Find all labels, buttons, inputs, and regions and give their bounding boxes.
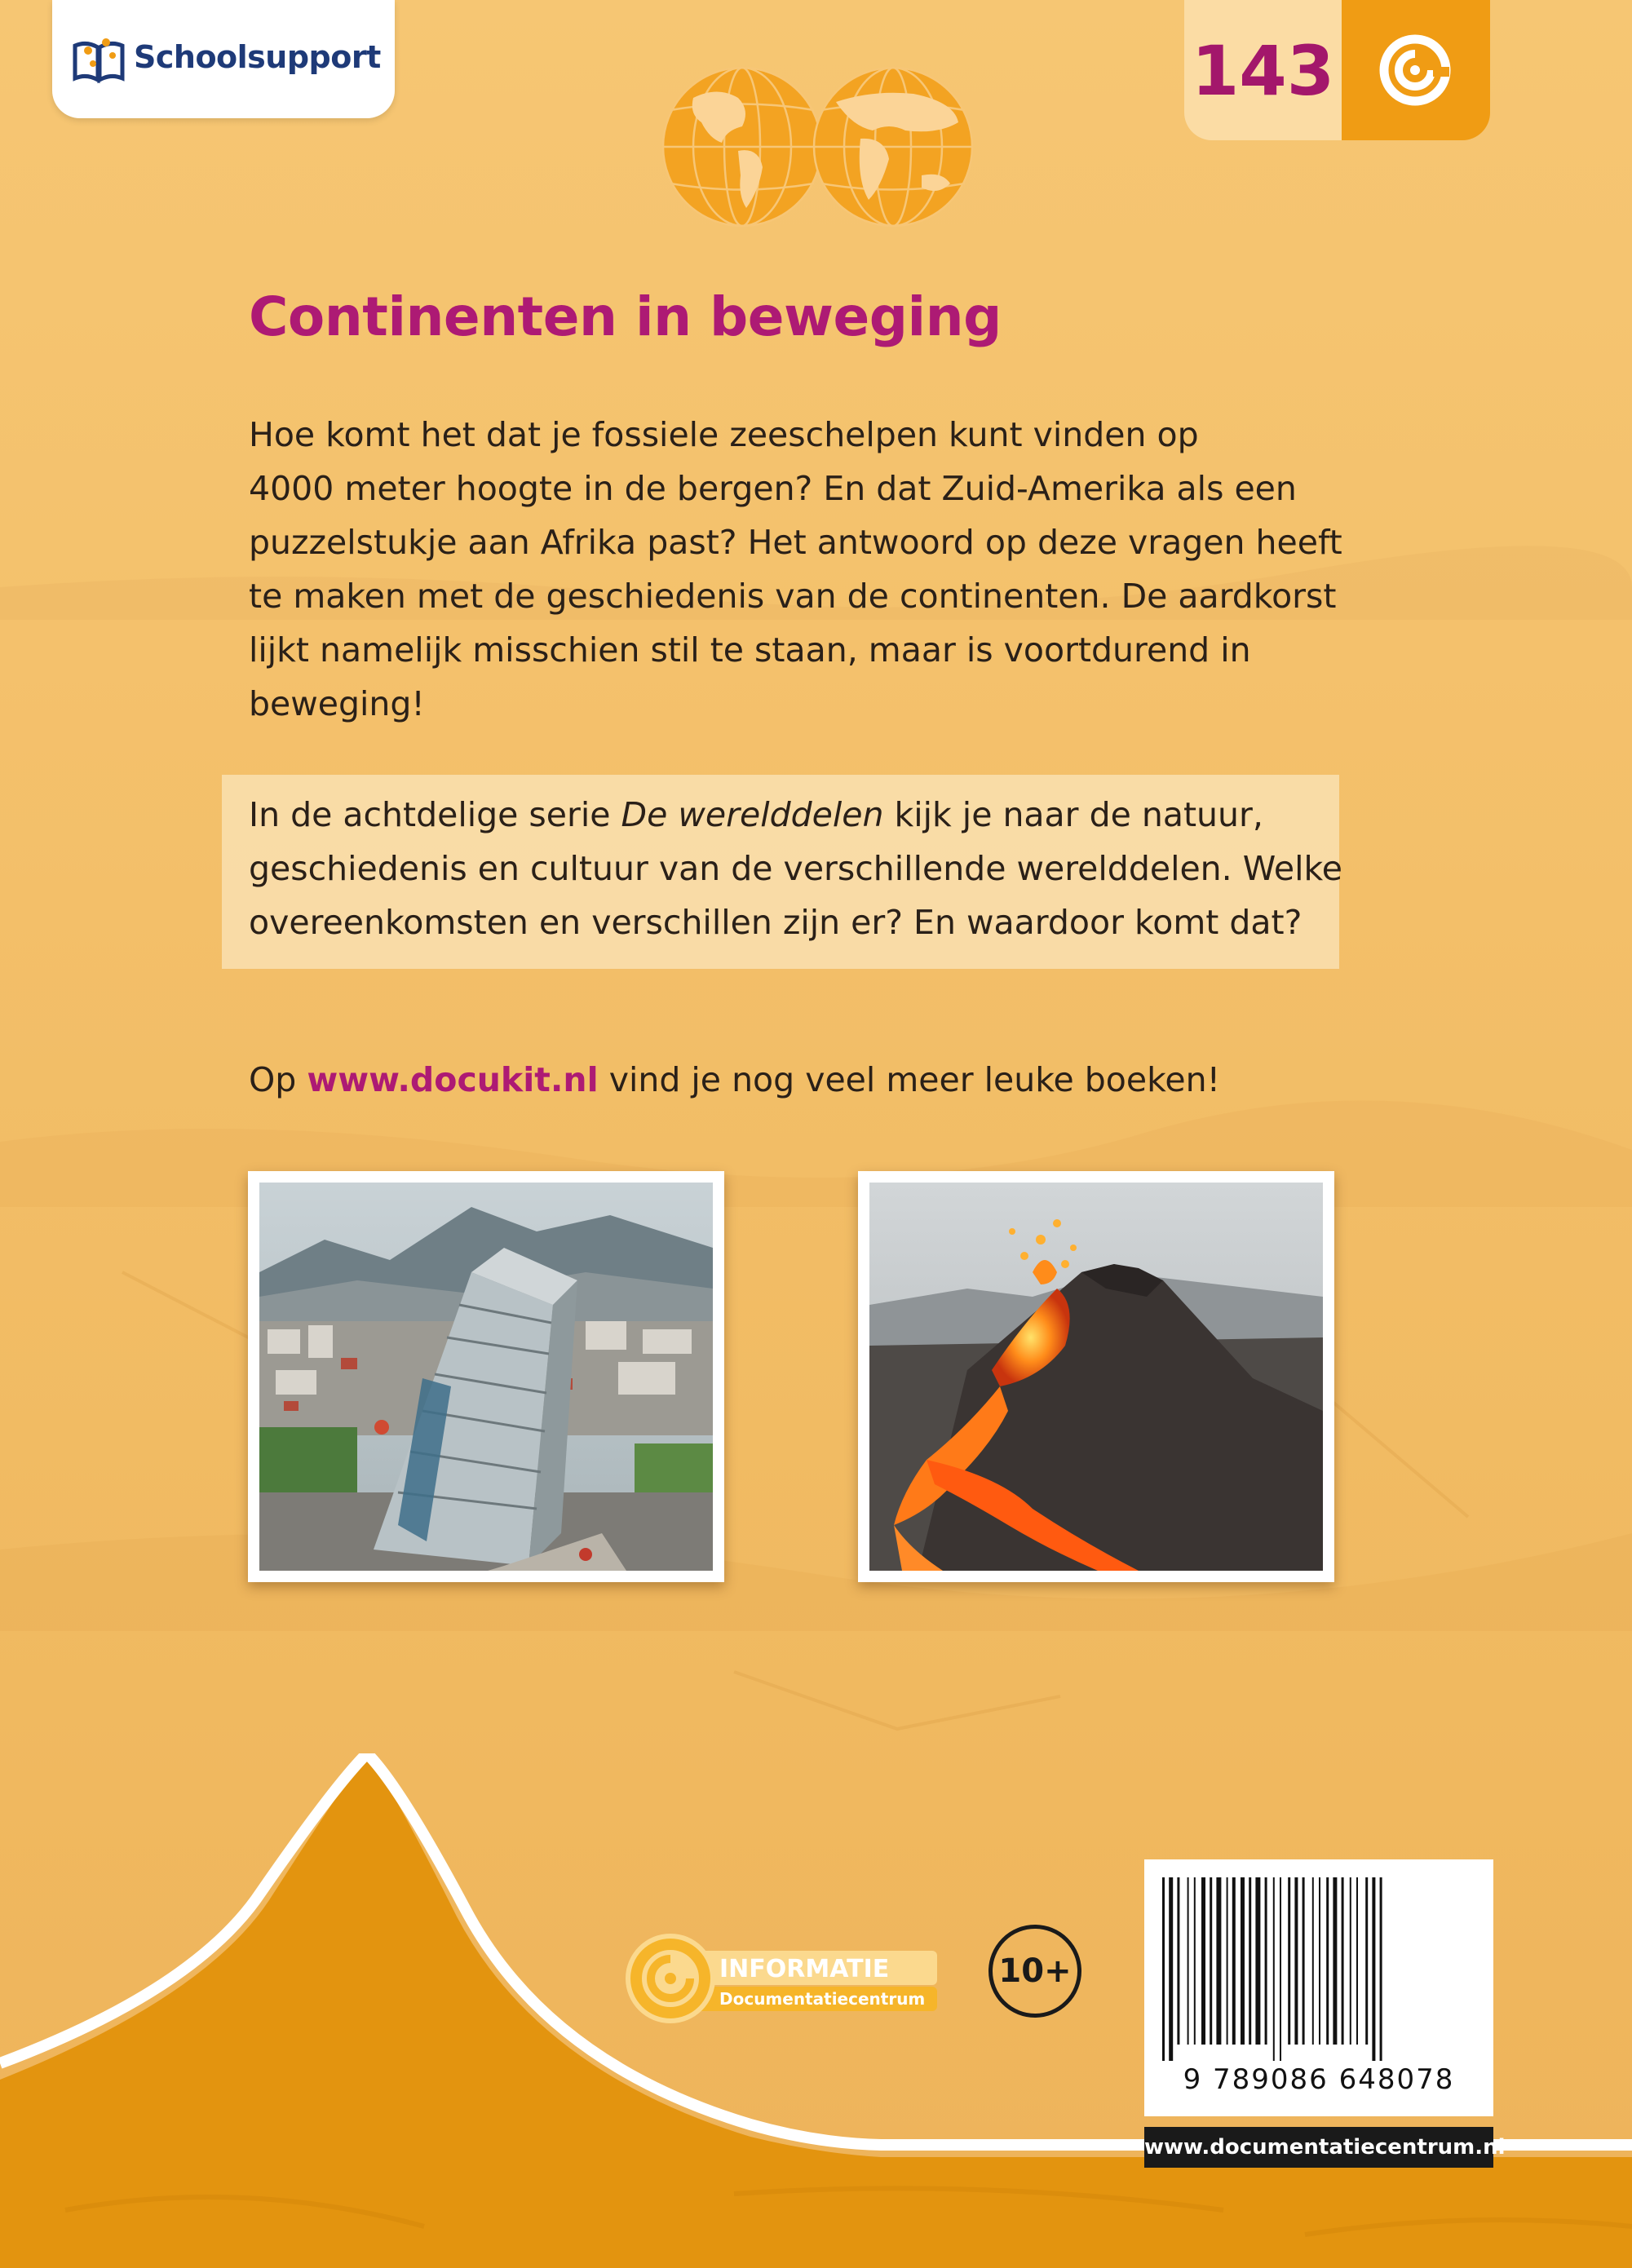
schoolsupport-logo[interactable] — [52, 0, 395, 118]
logo-text: Schoolsupport — [134, 39, 381, 75]
intro-line: beweging! — [249, 684, 425, 723]
intro-line: puzzelstukje aan Afrika past? Het antwoord op deze vragen heeft — [249, 523, 1342, 562]
barcode-bar — [1169, 1877, 1173, 2061]
world-globes-icon — [661, 65, 975, 228]
barcode-bar — [1319, 1877, 1320, 2045]
barcode-bar — [1177, 1877, 1179, 2045]
barcode-bar — [1294, 1877, 1298, 2045]
book-icon — [70, 34, 127, 85]
barcode-bar — [1365, 1877, 1368, 2045]
barcode-bar — [1210, 1877, 1212, 2045]
barcode-bar — [1312, 1877, 1314, 2045]
barcode-bar — [1303, 1877, 1305, 2045]
intro-paragraph — [249, 408, 1358, 731]
barcode-bar — [1201, 1877, 1205, 2045]
barcode-bar — [1249, 1877, 1251, 2045]
info-logo-line2: Documentatiecentrum — [719, 1989, 926, 2009]
barcode-bars — [1156, 1877, 1482, 2061]
barcode-bar — [1216, 1877, 1221, 2045]
series-title: De werelddelen — [621, 795, 884, 834]
series-line-1 — [249, 788, 1333, 842]
intro-line: 4000 meter hoogte in de bergen? En dat Zuid-Amerika als een — [249, 469, 1297, 508]
series-number: 143 — [1191, 31, 1335, 111]
barcode-bar — [1162, 1877, 1165, 2061]
barcode-bar — [1342, 1877, 1344, 2045]
series-text: In de achtdelige serie — [249, 795, 621, 834]
informatie-documentatiecentrum-logo — [623, 1931, 941, 2029]
barcode-bar — [1333, 1877, 1337, 2045]
barcode-bar — [1288, 1877, 1290, 2045]
barcode-bar — [1326, 1877, 1329, 2045]
barcode-bar — [1380, 1877, 1382, 2061]
series-text: kijk je naar de natuur, — [883, 795, 1263, 834]
barcode — [1144, 1859, 1493, 2116]
barcode-bar — [1194, 1877, 1196, 2045]
series-line-2: geschiedenis en cultuur van de verschillende werelddelen. Welke — [249, 849, 1342, 888]
intro-line: lijkt namelijk misschien stil te staan, maar is voortdurend in — [249, 630, 1251, 670]
barcode-bar — [1227, 1877, 1228, 2045]
website-url[interactable]: www.documentatiecentrum.nl — [1144, 2127, 1493, 2168]
barcode-bar — [1372, 1877, 1375, 2061]
barcode-bar — [1241, 1877, 1245, 2045]
docukit-link[interactable]: www.docukit.nl — [307, 1060, 599, 1099]
intro-line: te maken met de geschiedenis van de continenten. De aardkorst — [249, 577, 1337, 616]
volcano-eruption-photo — [858, 1171, 1334, 1582]
barcode-bar — [1350, 1877, 1351, 2045]
barcode-bar — [1356, 1877, 1358, 2045]
barcode-bar — [1273, 1877, 1275, 2061]
collapsed-building-photo — [248, 1171, 724, 1582]
promo-text: vind je nog veel meer leuke boeken! — [598, 1060, 1221, 1099]
intro-line: Hoe komt het dat je fossiele zeeschelpen kunt vinden op — [249, 415, 1199, 454]
page-title: Continenten in beweging — [249, 285, 1002, 348]
volcano-image — [869, 1183, 1323, 1571]
series-number-badge — [1184, 0, 1490, 140]
swirl-icon — [1376, 31, 1454, 109]
series-info-text — [249, 788, 1342, 949]
barcode-bar — [1188, 1877, 1189, 2045]
promo-text: Op — [249, 1060, 307, 1099]
isbn-number: 9 789086 648078 — [1183, 2063, 1455, 2096]
barcode-bar — [1232, 1877, 1236, 2045]
age-rating-badge: 10+ — [988, 1925, 1081, 2018]
barcode-bar — [1255, 1877, 1260, 2045]
building-image — [259, 1183, 713, 1571]
barcode-bar — [1265, 1877, 1267, 2045]
barcode-bar — [1280, 1877, 1281, 2061]
info-logo-line1: INFORMATIE — [719, 1955, 890, 1983]
website-promo — [249, 1060, 1220, 1099]
series-line-3: overeenkomsten en verschillen zijn er? En waardoor komt dat? — [249, 903, 1303, 942]
